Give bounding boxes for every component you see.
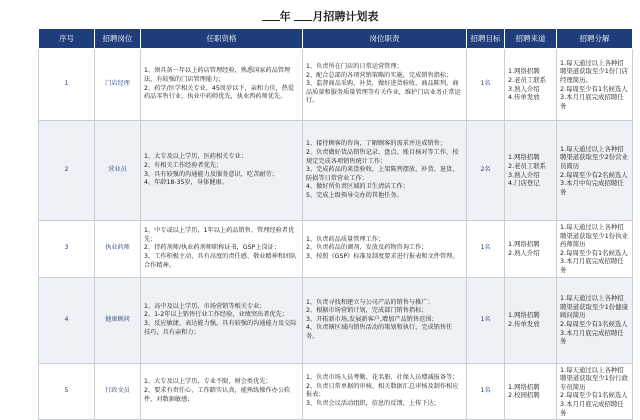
duties-cell [303, 121, 467, 221]
breakdown-line: 1.每天通过以上各种招聘渠道获取至少2份营业员简历 [560, 144, 628, 170]
channel-line: 2.老员工联系 [508, 161, 547, 170]
duty-line: 1、负责药品质量管理工作； [306, 235, 385, 243]
channels-cell [505, 121, 557, 221]
duty-line: 2、负责做好货品销售记录、盘点、账目核对等工作，按规定完成各项销售统计工作； [306, 149, 459, 165]
duty-line: 2、配合总部的各项营销策略的实施，完成销售指标； [306, 71, 453, 79]
channel-line: 1.网络招聘 [508, 311, 540, 320]
qualification-line: 2、药学/医学相关专业，45周岁以下，亲和力佳，热爱药品零售行业，执业中药师优先，执业西药师优先。 [144, 84, 295, 101]
breakdown-line: 1.每天通过以上各种招聘渠道获取至少1份门店经理简历。 [560, 58, 628, 84]
channels-cell [505, 277, 557, 363]
position-name: 行政文员 [95, 363, 141, 420]
target-count: 1名 [467, 49, 505, 121]
duties-cell [303, 221, 467, 278]
recruitment-table [38, 28, 633, 420]
breakdown-line: 2.每周至少有1名候选人 [560, 248, 628, 257]
position-name: 健康顾问 [95, 277, 141, 363]
channel-line: 1.网络招聘 [508, 240, 540, 249]
qualification-line: 4、年龄18-35岁，身体健康。 [144, 179, 228, 187]
duty-line: 2、负责日常单据的审核、相关数据汇总审核及制作相应报表； [306, 382, 459, 399]
duty-line: 1、负责所在门店的日常运营管理； [306, 63, 403, 71]
duty-line: 3、监督商品采购、补货，做好进货验收、商品陈列、商品质量和服务质量管理等有关作业，维护门店业务正常运行。 [306, 80, 461, 105]
row-number: 1 [39, 49, 95, 121]
target-count: 1名 [467, 363, 505, 420]
channel-line: 3.熟人介绍 [508, 84, 540, 93]
channels-cell [505, 363, 557, 420]
header-channels: 招聘来道 [505, 29, 557, 49]
channels-cell [505, 221, 557, 278]
position-name: 营业员 [95, 121, 141, 221]
duty-line: 2、负责药品的调剂、发放及药物咨询工作； [306, 244, 428, 252]
duty-line: 1、负责寻找和建立与公司产品的销售与推广； [306, 298, 434, 306]
breakdown-line: 3.本月中旬完成招聘任务 [560, 179, 624, 196]
qualification-line: 3、反应敏捷、表达能力强，具有较强的沟通能力及交际技巧，具有亲和力； [144, 320, 297, 336]
header-qualifications: 任职资格 [141, 29, 303, 49]
target-count: 1名 [467, 277, 505, 363]
breakdown-line: 3.本月月底完成招聘任务 [560, 257, 624, 274]
qualification-line: 2、1-2年以上销售行业工作经验，业绩突出者优先； [144, 311, 288, 319]
channel-line: 1.网络招聘 [508, 153, 540, 162]
breakdown-line: 3.本月月底完成招聘任务 [560, 328, 624, 346]
qualifications-cell [141, 121, 303, 221]
qualification-line: 2、持药剂师/执业药剂师职称证书，GSP上岗证； [144, 244, 281, 252]
qualification-line: 1、须具备一年以上药店管理经验，熟悉国家药品管理法，有较强的门店管理能力； [144, 67, 291, 83]
row-number: 4 [39, 277, 95, 363]
duty-line: 1、接待顾客的咨询，了解顾客的需求并达成销售； [306, 140, 447, 148]
breakdown-cell [557, 49, 633, 121]
qualification-line: 2、有相关工作经验者优先； [144, 161, 223, 169]
channel-line: 4.门店登记 [508, 179, 540, 188]
breakdown-cell [557, 121, 633, 221]
breakdown-line: 1.每天通过以上各种招聘渠道获取至少1份健康顾问简历 [560, 294, 628, 320]
channel-line: 1.网络招聘 [508, 67, 540, 76]
duty-line: 3、负责会议活动组织，信息的反馈，上传下达； [306, 399, 440, 407]
channel-line: 2.校园招聘 [508, 391, 540, 400]
channel-line: 2.熟人介绍 [508, 248, 540, 257]
year-blank [262, 11, 280, 21]
duties-cell [303, 363, 467, 420]
qualification-line: 1、大专及以上学历，专业不限，财会类优先； [144, 378, 272, 386]
row-number: 3 [39, 221, 95, 278]
breakdown-cell [557, 277, 633, 363]
qualification-line: 3、具有较强的沟通能力及服务意识，吃苦耐劳； [144, 170, 278, 178]
duty-line: 5、完成上级领导交办的其他任务。 [306, 191, 403, 199]
qualifications-cell [141, 277, 303, 363]
title-year-label: 年 [279, 10, 291, 23]
duty-line: 1、负责市场人员考勤、花名册、社保人员增减报备等； [306, 374, 459, 382]
duties-cell [303, 49, 467, 121]
title-rest-label: 月招聘计划表 [312, 10, 379, 23]
page-title [0, 8, 640, 24]
table-row [39, 49, 633, 121]
qualification-line: 2、要求有责任心，工作踏实认真，能熟练操作办公软件，对数据敏感； [144, 387, 291, 403]
breakdown-line: 2.每周至少有1名候选人 [560, 84, 628, 93]
breakdown-line: 1.每天通过以上各种招聘渠道获取至少1份执业药师简历 [560, 223, 628, 249]
header-duties: 岗位职责 [303, 29, 467, 49]
qualification-line: 1、高中及以上学历，市场营销等相关专业； [144, 302, 266, 310]
header-no: 序号 [39, 29, 95, 49]
breakdown-line: 3.本月月底完成招聘任务 [560, 399, 624, 417]
position-name: 门店经理 [95, 49, 141, 121]
table-row [39, 363, 633, 420]
channels-cell [505, 49, 557, 121]
table-row [39, 221, 633, 278]
breakdown-line: 1.每天通过以上各种招聘渠道获取至少1份行政专员简历 [560, 365, 628, 391]
breakdown-line: 2.每周至少有2名候选人 [560, 170, 628, 179]
channel-line: 1.网络招聘 [508, 382, 540, 391]
breakdown-line: 3.本月月底完成招聘任务 [560, 93, 624, 110]
qualification-line: 3、工作积极主动，具有高度的责任感、敬业精神和团队合作精神。 [144, 253, 297, 269]
duty-line: 3、开拓新市场,发展新客户,增加产品销售范围； [306, 315, 438, 323]
qualifications-cell [141, 221, 303, 278]
channel-line: 2.老员工联系 [508, 75, 547, 84]
duty-line: 3、完成药品的来货验收、上架陈列摆放、补货、退货、防损等日常营业工作； [306, 166, 459, 182]
duty-line: 2、根据市场营销计划，完成部门销售指标； [306, 307, 428, 315]
breakdown-cell [557, 221, 633, 278]
duty-line: 3、按照《GSP》标准及制度要求进行报表和文件管理。 [306, 253, 459, 261]
month-blank [294, 11, 312, 21]
position-name: 执业药师 [95, 221, 141, 278]
duty-line: 4、负责辖区域内销售活动的策划和执行，完成销售任务。 [306, 324, 453, 340]
target-count: 1名 [467, 221, 505, 278]
qualifications-cell [141, 363, 303, 420]
header-breakdown: 招聘分解 [557, 29, 633, 49]
breakdown-line: 2.每周至少有1名候选人 [560, 391, 628, 400]
table-row [39, 121, 633, 221]
table-row [39, 277, 633, 363]
header-position: 招聘岗位 [95, 29, 141, 49]
qualification-line: 1、大专及以上学历，医药相关专业； [144, 153, 247, 161]
channel-line: 2.传单发放 [508, 320, 540, 329]
table-header-row [39, 29, 633, 49]
channel-line: 3.熟人介绍 [508, 170, 540, 179]
channel-line: 4.传单发放 [508, 93, 540, 102]
duty-line: 4、做好所负责区域的卫生清洁工作； [306, 183, 409, 191]
duties-cell [303, 277, 467, 363]
breakdown-cell [557, 363, 633, 420]
breakdown-line: 2.每周至少有1名候选人 [560, 320, 628, 329]
header-target: 招聘目标 [467, 29, 505, 49]
qualifications-cell [141, 49, 303, 121]
target-count: 2名 [467, 121, 505, 221]
row-number: 2 [39, 121, 95, 221]
qualification-line: 1、中专或以上学历，1年以上药品销售、管理经验者优先； [144, 227, 295, 243]
row-number: 5 [39, 363, 95, 420]
